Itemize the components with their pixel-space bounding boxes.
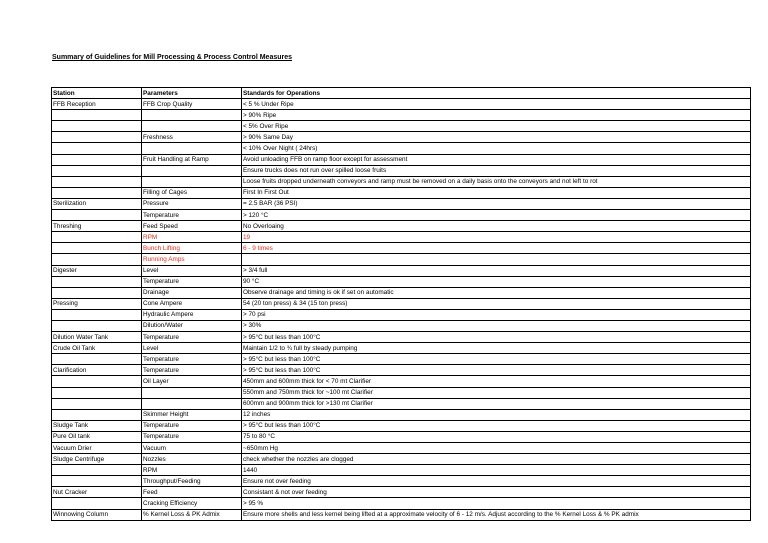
guidelines-table bbox=[51, 87, 751, 521]
parameter-cell: Temperature bbox=[142, 365, 242, 376]
table-row bbox=[52, 509, 751, 520]
table-row bbox=[52, 254, 751, 265]
parameter-cell bbox=[142, 121, 242, 132]
standard-cell: > 3/4 full bbox=[242, 265, 751, 276]
station-cell bbox=[52, 132, 142, 143]
parameter-cell: Cone Ampere bbox=[142, 298, 242, 309]
header-standards: Standards for Operations bbox=[242, 88, 751, 99]
table-row bbox=[52, 398, 751, 409]
station-cell bbox=[52, 165, 142, 176]
standard-cell: 450mm and 600mm thick for < 70 mt Clarifier bbox=[242, 376, 751, 387]
table-row bbox=[52, 176, 751, 187]
standard-cell: 19 bbox=[242, 232, 751, 243]
station-cell bbox=[52, 232, 142, 243]
parameter-cell: Temperature bbox=[142, 431, 242, 442]
standard-cell: > 120 °C bbox=[242, 210, 751, 221]
station-cell bbox=[52, 210, 142, 221]
table-row bbox=[52, 132, 751, 143]
table-row bbox=[52, 476, 751, 487]
standard-cell: check whether the nozzles are clogged bbox=[242, 454, 751, 465]
standard-cell: Observe drainage and timing is ok if set on automatic bbox=[242, 287, 751, 298]
header-station: Station bbox=[52, 88, 142, 99]
parameter-cell: Nozzles bbox=[142, 454, 242, 465]
table-row bbox=[52, 243, 751, 254]
table-row bbox=[52, 187, 751, 198]
table-row bbox=[52, 320, 751, 331]
table-row bbox=[52, 343, 751, 354]
parameter-cell: Temperature bbox=[142, 276, 242, 287]
standard-cell: > 90% Same Day bbox=[242, 132, 751, 143]
station-cell bbox=[52, 398, 142, 409]
parameter-cell: Temperature bbox=[142, 210, 242, 221]
station-cell bbox=[52, 465, 142, 476]
standard-cell: > 95°C but less than 100°C bbox=[242, 420, 751, 431]
parameter-cell: Freshness bbox=[142, 132, 242, 143]
standard-cell: < 5 % Under Ripe bbox=[242, 99, 751, 110]
table-row bbox=[52, 387, 751, 398]
parameter-cell: Temperature bbox=[142, 332, 242, 343]
table-row bbox=[52, 409, 751, 420]
table-row bbox=[52, 165, 751, 176]
station-cell bbox=[52, 287, 142, 298]
parameter-cell: Dilution/Water bbox=[142, 320, 242, 331]
standard-cell bbox=[242, 254, 751, 265]
standard-cell: Loose fruits dropped underneath conveyors and ramp must be removed on a daily basis onto the conveyors and not left to rot bbox=[242, 176, 751, 187]
station-cell: Crude Oil Tank bbox=[52, 343, 142, 354]
table-row bbox=[52, 143, 751, 154]
station-cell bbox=[52, 154, 142, 165]
parameter-cell bbox=[142, 387, 242, 398]
station-cell: Dilution Water Tank bbox=[52, 332, 142, 343]
table-row bbox=[52, 198, 751, 209]
standard-cell: 90 °C bbox=[242, 276, 751, 287]
parameter-cell: FFB Crop Quality bbox=[142, 99, 242, 110]
parameter-cell: Filling of Cages bbox=[142, 187, 242, 198]
standard-cell: < 10% Over Night ( 24hrs) bbox=[242, 143, 751, 154]
standard-cell: = 2.5 BAR (36 PSI) bbox=[242, 198, 751, 209]
station-cell bbox=[52, 409, 142, 420]
parameter-cell: Feed Speed bbox=[142, 221, 242, 232]
station-cell bbox=[52, 143, 142, 154]
station-cell bbox=[52, 176, 142, 187]
table-header-row bbox=[52, 88, 751, 99]
table-row bbox=[52, 221, 751, 232]
table-row bbox=[52, 443, 751, 454]
station-cell bbox=[52, 376, 142, 387]
parameter-cell: Hydraulic Ampere bbox=[142, 309, 242, 320]
standard-cell: 550mm and 750mm thick for ~100 mt Clarifier bbox=[242, 387, 751, 398]
standard-cell: 1440 bbox=[242, 465, 751, 476]
parameter-cell: Cracking Efficiency bbox=[142, 498, 242, 509]
parameter-cell: Running Amps bbox=[142, 254, 242, 265]
parameter-cell: Vacuum bbox=[142, 443, 242, 454]
table-row bbox=[52, 154, 751, 165]
standard-cell: < 5% Over Ripe bbox=[242, 121, 751, 132]
station-cell: Sterilization bbox=[52, 198, 142, 209]
station-cell: Pure Oil tank bbox=[52, 431, 142, 442]
station-cell bbox=[52, 354, 142, 365]
parameter-cell: Oil Layer bbox=[142, 376, 242, 387]
station-cell: Nut Cracker bbox=[52, 487, 142, 498]
station-cell: FFB Reception bbox=[52, 99, 142, 110]
table-row bbox=[52, 287, 751, 298]
table-row bbox=[52, 498, 751, 509]
parameter-cell: Fruit Handling at Ramp bbox=[142, 154, 242, 165]
standard-cell: 75 to 80 °C bbox=[242, 431, 751, 442]
standard-cell: No Overloaing bbox=[242, 221, 751, 232]
standard-cell: 600mm and 900mm thick for >130 mt Clarifier bbox=[242, 398, 751, 409]
station-cell bbox=[52, 498, 142, 509]
station-cell bbox=[52, 387, 142, 398]
station-cell: Sludge Tank bbox=[52, 420, 142, 431]
standard-cell: > 95°C but less than 100°C bbox=[242, 354, 751, 365]
standard-cell: First In First Out bbox=[242, 187, 751, 198]
station-cell bbox=[52, 110, 142, 121]
table-row bbox=[52, 376, 751, 387]
parameter-cell bbox=[142, 165, 242, 176]
standard-cell: Avoid unloading FFB on ramp floor except for assessment bbox=[242, 154, 751, 165]
standard-cell: > 95°C but less than 100°C bbox=[242, 365, 751, 376]
standard-cell: Maintain 1/2 to ¾ full by steady pumping bbox=[242, 343, 751, 354]
standard-cell: ~650mm Hg bbox=[242, 443, 751, 454]
standard-cell: Ensure trucks does not run over spilled loose fruits bbox=[242, 165, 751, 176]
parameter-cell: Pressure bbox=[142, 198, 242, 209]
header-parameters: Parameters bbox=[142, 88, 242, 99]
table-row bbox=[52, 210, 751, 221]
parameter-cell: Drainage bbox=[142, 287, 242, 298]
table-row bbox=[52, 309, 751, 320]
station-cell bbox=[52, 243, 142, 254]
table-row bbox=[52, 121, 751, 132]
table-row bbox=[52, 276, 751, 287]
station-cell: Vacuum Drier bbox=[52, 443, 142, 454]
standard-cell: 12 inches bbox=[242, 409, 751, 420]
parameter-cell: Temperature bbox=[142, 354, 242, 365]
standard-cell: Consistant & not over feeding bbox=[242, 487, 751, 498]
table-row bbox=[52, 420, 751, 431]
table-row bbox=[52, 487, 751, 498]
document-title: Summary of Guidelines for Mill Processing & Process Control Measures bbox=[52, 54, 293, 61]
station-cell: Digester bbox=[52, 265, 142, 276]
standard-cell: 54 (20 ton press) & 34 (15 ton press) bbox=[242, 298, 751, 309]
station-cell: Winnowing Column bbox=[52, 509, 142, 520]
station-cell bbox=[52, 121, 142, 132]
parameter-cell: Skimmer Height bbox=[142, 409, 242, 420]
table-row bbox=[52, 354, 751, 365]
standard-cell: > 30% bbox=[242, 320, 751, 331]
standard-cell: Ensure more shells and less kernel being lifted at a approximate velocity of 6 - 12 m/s. Adjust according to the % Kernel Loss & % PK admix bbox=[242, 509, 751, 520]
parameter-cell bbox=[142, 110, 242, 121]
parameter-cell: RPM bbox=[142, 465, 242, 476]
standard-cell: > 90% Ripe bbox=[242, 110, 751, 121]
station-cell bbox=[52, 476, 142, 487]
table-row bbox=[52, 99, 751, 110]
parameter-cell: Temperature bbox=[142, 420, 242, 431]
station-cell: Pressing bbox=[52, 298, 142, 309]
table-row bbox=[52, 232, 751, 243]
standard-cell: Ensure not over feeding bbox=[242, 476, 751, 487]
table-row bbox=[52, 332, 751, 343]
parameter-cell bbox=[142, 398, 242, 409]
parameter-cell bbox=[142, 143, 242, 154]
station-cell bbox=[52, 320, 142, 331]
parameter-cell: Level bbox=[142, 265, 242, 276]
station-cell: Threshing bbox=[52, 221, 142, 232]
parameter-cell: % Kernel Loss & PK Admix bbox=[142, 509, 242, 520]
table-row bbox=[52, 298, 751, 309]
standard-cell: > 95 % bbox=[242, 498, 751, 509]
table-row bbox=[52, 265, 751, 276]
parameter-cell: Feed bbox=[142, 487, 242, 498]
station-cell bbox=[52, 254, 142, 265]
standard-cell: 6 - 9 times bbox=[242, 243, 751, 254]
standard-cell: > 70 psi bbox=[242, 309, 751, 320]
station-cell bbox=[52, 309, 142, 320]
station-cell bbox=[52, 187, 142, 198]
standard-cell: > 95°C but less than 100°C bbox=[242, 332, 751, 343]
table-row bbox=[52, 431, 751, 442]
table-row bbox=[52, 454, 751, 465]
parameter-cell bbox=[142, 176, 242, 187]
station-cell bbox=[52, 276, 142, 287]
station-cell: Sludge Centrifuge bbox=[52, 454, 142, 465]
parameter-cell: Bunch Lifting bbox=[142, 243, 242, 254]
parameter-cell: Throughput/Feeding bbox=[142, 476, 242, 487]
table-row bbox=[52, 110, 751, 121]
parameter-cell: Level bbox=[142, 343, 242, 354]
table-row bbox=[52, 465, 751, 476]
station-cell: Clarification bbox=[52, 365, 142, 376]
parameter-cell: RPM bbox=[142, 232, 242, 243]
table-row bbox=[52, 365, 751, 376]
